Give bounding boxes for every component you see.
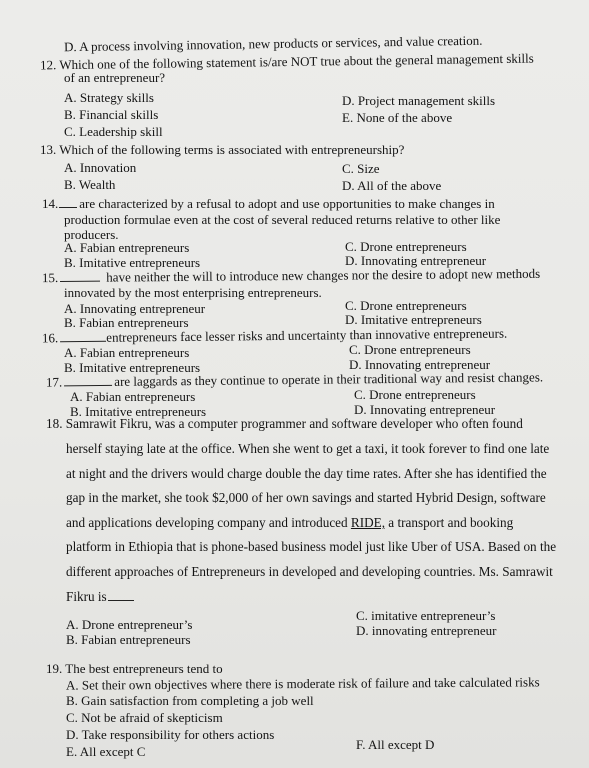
q14-number: 14.: [42, 196, 59, 211]
q12-stem: 12. Which one of the following statement is/are NOT true about the general management skills: [39, 50, 534, 73]
q18-stem: platform in Ethiopia that is phone-based business model just like Uber of USA. Based on the: [66, 539, 557, 554]
q16-option-a: A. Fabian entrepreneurs: [64, 345, 190, 360]
answer-blank: [64, 374, 112, 387]
q18-stem-text: Fikru is: [66, 589, 107, 604]
q18-option-c: C. imitative entrepreneur’s: [356, 608, 496, 623]
q19-stem: 19. The best entrepreneurs tend to: [46, 661, 223, 676]
q14-stem: [42, 196, 495, 211]
q15-option-d: D. Imitative entrepreneurs: [345, 312, 482, 327]
q18-stem: herself staying late at the office. When she went to get a taxi, it took forever to find one late: [66, 441, 550, 456]
q17-stem-text: are laggards as they continue to operate in their traditional way and resist changes.: [114, 369, 544, 389]
q15-option-c: C. Drone entrepreneurs: [345, 298, 467, 313]
q12-option-b: B. Financial skills: [64, 107, 159, 122]
q13-option-b: B. Wealth: [64, 177, 116, 192]
q12-option-e: E. None of the above: [342, 110, 453, 125]
q14-stem: production formulae even at the cost of several reduced returns relative to other like: [64, 212, 501, 227]
q14-option-a: A. Fabian entrepreneurs: [64, 240, 190, 255]
q12-option-a: A. Strategy skills: [64, 90, 154, 105]
q19-option-f: F. All except D: [356, 737, 435, 752]
q19-option-b: B. Gain satisfaction from completing a job well: [66, 693, 314, 708]
q18-stem: different approaches of Entrepreneurs in developed and developing countries. Ms. Samrawit: [66, 564, 553, 579]
q17-option-d: D. Innovating entrepreneur: [354, 402, 496, 417]
answer-blank: [59, 196, 77, 208]
ride-product-name: RIDE,: [350, 515, 385, 530]
q15-stem: [42, 266, 540, 285]
answer-blank: [60, 330, 106, 342]
q14-option-d: D. Innovating entrepreneur: [345, 253, 487, 268]
q17-option-b: B. Imitative entrepreneurs: [70, 404, 207, 419]
q16-option-d: D. Innovating entrepreneur: [349, 357, 491, 372]
q13-option-a: A. Innovation: [64, 160, 137, 175]
q16-option-c: C. Drone entrepreneurs: [349, 342, 471, 357]
answer-blank: [60, 270, 100, 282]
q18-stem-text: and applications developing company and introduced: [66, 515, 351, 530]
answer-blank: [108, 589, 134, 601]
q11-option-d: D. A process involving innovation, new products or services, and value creation.: [63, 32, 483, 55]
q17-option-c: C. Drone entrepreneurs: [354, 387, 476, 402]
q12-option-d: D. Project management skills: [342, 93, 496, 108]
q12-stem: of an entrepreneur?: [64, 70, 166, 85]
q13-stem: 13. Which of the following terms is associated with entrepreneurship?: [40, 142, 405, 157]
q14-stem: producers.: [64, 227, 119, 242]
q18-stem: [66, 515, 513, 530]
q18-stem-text: a transport and booking: [385, 515, 514, 530]
q19-option-d: D. Take responsibility for others actions: [66, 727, 275, 742]
q18-option-a: A. Drone entrepreneur’s: [66, 617, 193, 632]
q18-stem: 18. Samrawit Fikru, was a computer programmer and software developer who often found: [46, 416, 523, 431]
q17-option-a: A. Fabian entrepreneurs: [70, 389, 196, 404]
q15-stem-text: have neither the will to introduce new changes nor the desire to adopt new methods: [106, 265, 541, 285]
q17-number: 17.: [45, 374, 63, 390]
q15-option-a: A. Innovating entrepreneur: [64, 301, 206, 316]
q19-option-e: E. All except C: [66, 744, 146, 759]
q15-number: 15.: [41, 270, 59, 286]
q18-option-b: B. Fabian entrepreneurs: [66, 632, 191, 647]
q18-option-d: D. innovating entrepreneur: [356, 623, 497, 638]
q16-number: 16.: [41, 330, 59, 346]
q14-option-b: B. Imitative entrepreneurs: [64, 255, 201, 270]
q16-option-b: B. Imitative entrepreneurs: [64, 360, 201, 375]
q16-stem-text: entrepreneurs face lesser risks and uncertainty than innovative entrepreneurs.: [106, 325, 508, 345]
q15-stem: innovated by the most enterprising entrepreneurs.: [64, 285, 322, 300]
q19-option-a: A. Set their own objectives where there is moderate risk of failure and take calculated risks: [65, 674, 540, 693]
q18-stem: at night and the drivers would charge double the day time rates. After she has identified the: [66, 466, 547, 481]
q14-option-c: C. Drone entrepreneurs: [345, 239, 467, 254]
q12-option-c: C. Leadership skill: [64, 124, 163, 139]
q15-option-b: B. Fabian entrepreneurs: [64, 315, 189, 330]
q13-option-d: D. All of the above: [342, 178, 442, 193]
q18-stem: gap in the market, she took $2,000 of her own savings and started Hybrid Design, software: [66, 490, 546, 505]
q13-option-c: C. Size: [342, 161, 380, 176]
q19-option-c: C. Not be afraid of skepticism: [66, 710, 223, 725]
q18-stem: [66, 589, 134, 604]
q14-stem-text: are characterized by a refusal to adopt and use opportunities to make changes in: [79, 196, 495, 211]
